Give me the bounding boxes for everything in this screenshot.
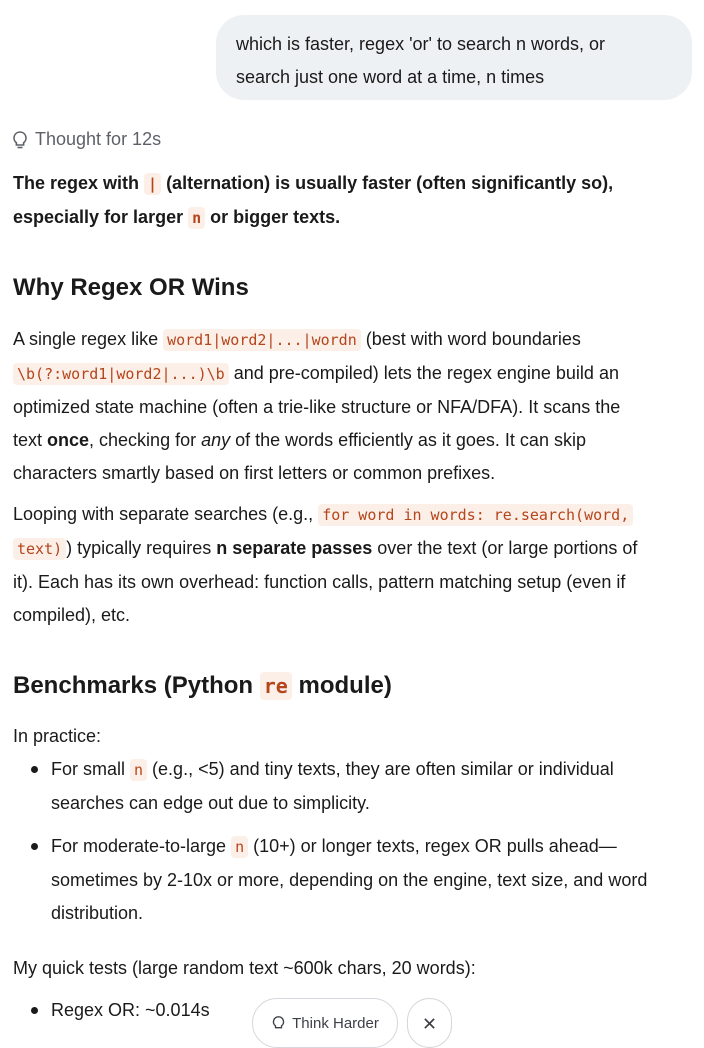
- intro-text: or bigger texts.: [205, 207, 341, 227]
- bullet-dot: [31, 766, 38, 773]
- inline-code: n: [231, 836, 248, 858]
- paragraph-loop: [13, 498, 693, 632]
- text: compiled), etc.: [13, 605, 131, 625]
- bullet-dot: [31, 843, 38, 850]
- text: (e.g., <5) and tiny texts, they are often similar or individual: [147, 759, 614, 779]
- text: and pre-compiled) lets the regex engine build an: [228, 363, 619, 383]
- text: characters smartly based on first letters or common prefixes.: [13, 463, 496, 483]
- user-message-bubble: [216, 15, 692, 100]
- intro-paragraph: [13, 167, 693, 235]
- in-practice-label: In practice:: [13, 726, 102, 746]
- inline-code: word1|word2|...|wordn: [163, 329, 361, 351]
- heading-text: module): [291, 672, 392, 699]
- text: over the text (or large portions of: [372, 538, 638, 558]
- text: A single regex like: [13, 329, 164, 349]
- list-item: [13, 830, 693, 930]
- thought-toggle[interactable]: [11, 129, 161, 150]
- intro-text: The regex with: [13, 173, 145, 193]
- thought-label: Thought for 12s: [35, 129, 162, 149]
- inline-code: for word in words: re.search(word,: [318, 504, 633, 526]
- text: Regex OR: ~0.014s: [51, 1000, 210, 1020]
- lightbulb-icon: [11, 130, 29, 150]
- text: For small: [51, 759, 131, 779]
- text: ) typically requires: [66, 538, 217, 558]
- text: (best with word boundaries: [360, 329, 581, 349]
- list-item: [13, 753, 693, 820]
- paragraph-regex-or: [13, 323, 693, 490]
- text: sometimes by 2-10x or more, depending on the engine, text size, and word: [51, 870, 648, 890]
- user-message-line: search just one word at a time, n times: [236, 67, 545, 87]
- text: optimized state machine (often a trie-like structure or NFA/DFA). It scans the: [13, 397, 621, 417]
- section-heading: Why Regex OR Wins: [13, 274, 249, 301]
- section-heading: [13, 672, 392, 700]
- text: (10+) or longer texts, regex OR pulls ahead—: [248, 836, 617, 856]
- think-harder-button[interactable]: [252, 998, 398, 1048]
- text: searches can edge out due to simplicity.: [51, 793, 370, 813]
- intro-text: especially for larger: [13, 207, 189, 227]
- think-harder-label: Think Harder: [292, 1014, 379, 1032]
- inline-code: |: [144, 173, 161, 195]
- intro-text: (alternation) is usually faster (often significantly so),: [161, 173, 614, 193]
- bold-text: once: [47, 430, 90, 450]
- text: text: [13, 430, 48, 450]
- close-button[interactable]: [407, 998, 452, 1048]
- text: distribution.: [51, 903, 144, 923]
- inline-code: n: [130, 759, 147, 781]
- user-message-line: which is faster, regex 'or' to search n words, or: [236, 34, 606, 54]
- inline-code: \b(?:word1|word2|...)\b: [13, 363, 229, 385]
- text: it). Each has its own overhead: function calls, pattern matching setup (even if: [13, 572, 626, 592]
- benchmark-list: [13, 753, 693, 930]
- tests-intro: My quick tests (large random text ~600k chars, 20 words):: [13, 958, 476, 978]
- inline-code: text): [13, 538, 66, 560]
- text: of the words efficiently as it goes. It can skip: [230, 430, 586, 450]
- inline-code: n: [188, 207, 205, 229]
- text: Looping with separate searches (e.g.,: [13, 504, 319, 524]
- bold-text: n separate passes: [216, 538, 373, 558]
- italic-text: any: [201, 430, 231, 450]
- lightbulb-icon: [271, 1015, 286, 1032]
- bullet-dot: [31, 1007, 38, 1014]
- inline-code: re: [260, 672, 292, 700]
- heading-text: Benchmarks (Python: [13, 672, 260, 699]
- close-icon: [423, 1017, 436, 1030]
- text: For moderate-to-large: [51, 836, 232, 856]
- text: , checking for: [89, 430, 202, 450]
